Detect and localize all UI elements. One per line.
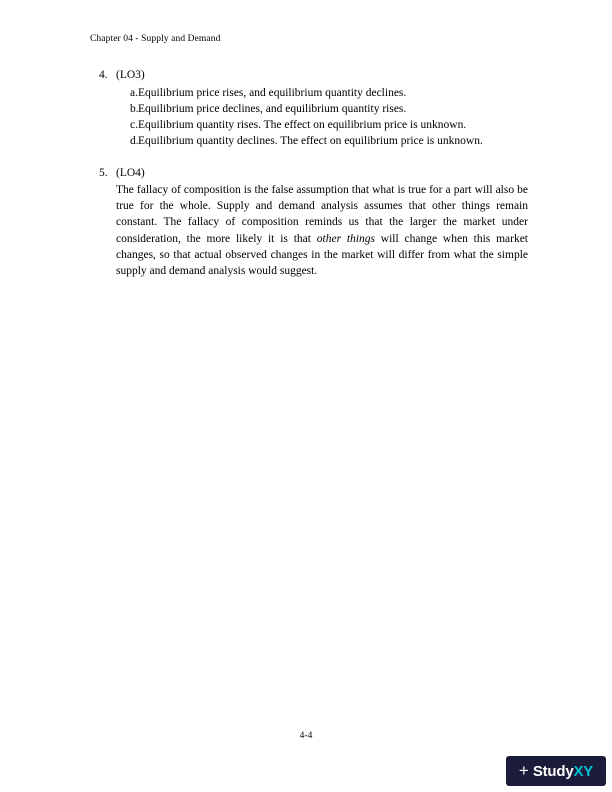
question-5 [90, 166, 528, 279]
answer-paragraph [116, 182, 528, 280]
learning-objective: (LO3) [116, 69, 145, 81]
page-number-footer: 4-4 [299, 731, 313, 741]
answer-text-part2: will change when this market changes, so that actual observed changes in the market will differ from what the simple supply and demand analysis would suggest. [116, 232, 529, 278]
choice-text: Equilibrium price declines, and equilibrium quantity rises. [138, 102, 407, 115]
studyxy-watermark[interactable] [506, 756, 606, 786]
choice-text: Equilibrium quantity rises. The effect on equilibrium price is unknown. [138, 118, 467, 131]
block-spacer [90, 149, 528, 166]
choice-text: Equilibrium price rises, and equilibrium quantity declines. [138, 86, 407, 99]
page-content [90, 68, 528, 280]
list-item [116, 85, 528, 101]
question-number: 5. [99, 167, 108, 180]
question-4 [90, 68, 528, 149]
list-item [116, 133, 528, 149]
brand-suffix: XY [573, 762, 594, 780]
choice-list [116, 85, 528, 150]
page-header: Chapter 04 - Supply and Demand [90, 34, 221, 44]
choice-letter: c. [130, 118, 138, 131]
brand-prefix: Study [532, 762, 574, 780]
answer-text-emphasis: other things [316, 232, 375, 245]
brand-label [533, 763, 593, 780]
answer-text-part1: The fallacy of composition is the false assumption that what is true for a part will also be true for the whole. Supply and demand analysis assumes that other things remain constant. The fallacy of composition reminds us that the larger the market under consideration, the more likely it is that [116, 183, 528, 245]
choice-letter: d. [130, 135, 139, 148]
learning-objective: (LO4) [116, 167, 145, 180]
list-item [116, 101, 528, 117]
list-item [116, 117, 528, 133]
choice-letter: a. [130, 86, 138, 99]
choice-text: Equilibrium quantity declines. The effect on equilibrium price is unknown. [138, 135, 483, 148]
question-number: 4. [99, 69, 108, 81]
plus-icon: + [518, 760, 529, 780]
choice-letter: b. [130, 102, 139, 115]
